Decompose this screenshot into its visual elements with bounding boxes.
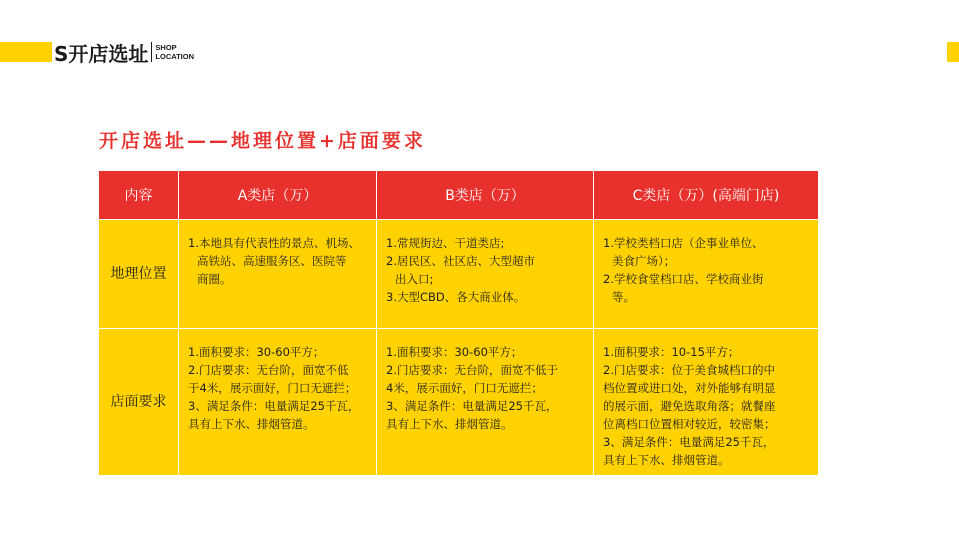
cell-line: 等。 [612,290,635,304]
brand-logo [54,38,194,66]
cell-line: 1.常规街边、干道类店; [386,236,505,250]
cell-line: 美食广场）； [612,254,676,268]
cell-line: 位离档口位置相对较近，较密集； [603,417,776,431]
cell-a-requirements [179,329,377,476]
cell-line: 1.面积要求：30-60平方； [188,345,325,359]
cell-line: 1.本地具有代表性的景点、机场、 [188,236,360,250]
cell-b-requirements [377,329,594,476]
row-label-location: 地理位置 [99,220,179,329]
cell-a-location [179,220,377,329]
cell-line: 3、满足条件：电量满足25千瓦， [188,399,360,413]
cell-line: 1.学校类档口店（企事业单位、 [603,236,764,250]
cell-line: 3、满足条件：电量满足25千瓦， [603,435,775,449]
cell-line: 档位置或进口处，对外能够有明显 [603,381,776,395]
row-label-store-requirements: 店面要求 [99,329,179,476]
cell-line: 的展示面，避免选取角落；就餐座 [603,399,776,413]
cell-line: 商圈。 [197,272,232,286]
cell-line: 1.面积要求：10-15平方； [603,345,740,359]
location-requirements-table [98,170,819,476]
cell-line: 3、满足条件：电量满足25千瓦， [386,399,558,413]
cell-line: 1.面积要求：30-60平方； [386,345,523,359]
header-a-store: A类店（万） [179,171,377,220]
cell-line: 4米，展示面好，门口无遮拦； [386,381,543,395]
brand-divider [151,42,152,62]
brand-subtitle [155,43,194,61]
cell-c-location [594,220,819,329]
brand-sub-line1: SHOP [155,43,177,52]
table-row [99,220,819,329]
brand-sub-line2: LOCATION [155,52,195,61]
cell-line: 2.学校食堂档口店、学校商业街 [603,272,764,286]
accent-bar-left [0,42,52,62]
table-row [99,329,819,476]
cell-line: 2.居民区、社区店、大型超市 [386,254,535,268]
cell-line: 出入口; [395,272,434,286]
brand-title: S开店选址 [54,41,149,66]
cell-line: 2.门店要求：无台阶，面宽不低 [188,363,349,377]
cell-line: 2.门店要求：位于美食城档口的中 [603,363,775,377]
page-heading: 开店选址——地理位置+店面要求 [99,130,426,152]
cell-line: 具有上下水、排烟管道。 [603,453,730,467]
header-c-store: C类店（万）(高端门店) [594,171,819,220]
cell-line: 具有上下水、排烟管道。 [188,417,315,431]
header-content: 内容 [99,171,179,220]
header-b-store: B类店（万） [377,171,594,220]
cell-line: 3.大型CBD、各大商业体。 [386,290,526,304]
table-header-row [99,171,819,220]
cell-c-requirements [594,329,819,476]
cell-line: 2.门店要求：无台阶，面宽不低于 [386,363,558,377]
cell-line: 具有上下水、排烟管道。 [386,417,513,431]
cell-line: 于4米，展示面好，门口无遮拦； [188,381,357,395]
cell-line: 高铁站、高速服务区、医院等 [197,254,347,268]
accent-bar-right [947,42,959,62]
cell-b-location [377,220,594,329]
